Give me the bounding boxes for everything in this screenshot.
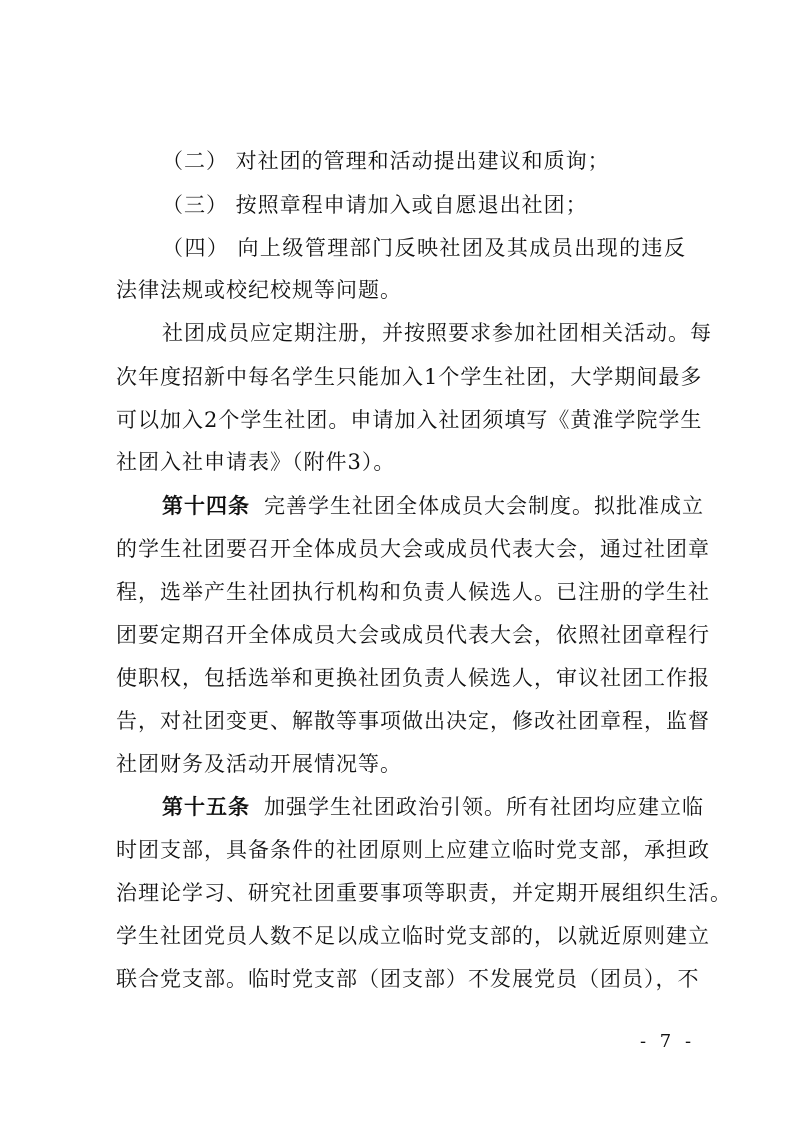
text-line: （二） 对社团的管理和活动提出建议和质询；: [162, 149, 610, 173]
text-line: （三） 按照章程申请加入或自愿退出社团；: [162, 193, 588, 217]
text-line: 次年度招新中每名学生只能加入1个学生社团，大学期间最多: [116, 365, 703, 389]
text-line: 治理论学习、研究社团重要事项等职责，并定期开展组织生活。: [116, 881, 732, 905]
article-15-first-line: [162, 792, 704, 822]
article-14-heading: 第十四条: [162, 494, 250, 518]
text-line: 联合党支部。临时党支部（团支部）不发展党员（团员），不: [116, 967, 700, 991]
text-line: 时团支部，具备条件的社团原则上应建立临时党支部，承担政: [116, 838, 710, 862]
text-line: 加强学生社团政治引领。所有社团均应建立临: [264, 795, 704, 819]
text-line: 社团成员应定期注册，并按照要求参加社团相关活动。每: [162, 321, 712, 345]
text-line: 团要定期召开全体成员大会或成员代表大会，依照社团章程行: [116, 623, 710, 647]
text-line: 完善学生社团全体成员大会制度。拟批准成立: [264, 494, 704, 518]
text-line: 使职权，包括选举和更换社团负责人候选人，审议社团工作报: [116, 666, 710, 690]
article-15-heading: 第十五条: [162, 795, 250, 819]
text-line: 的学生社团要召开全体成员大会或成员代表大会，通过社团章: [116, 537, 710, 561]
text-line: 学生社团党员人数不足以成立临时党支部的，以就近原则建立: [116, 924, 710, 948]
text-line: 社团财务及活动开展情况等。: [116, 752, 402, 776]
page-number: - 7 -: [640, 1031, 696, 1052]
text-line: 可以加入2个学生社团。申请加入社团须填写《黄淮学院学生: [116, 408, 703, 432]
text-line: （四） 向上级管理部门反映社团及其成员出现的违反: [162, 236, 686, 260]
text-line: 社团入社申请表》（附件3）。: [116, 450, 396, 474]
article-14-first-line: [162, 491, 704, 521]
text-line: 告，对社团变更、解散等事项做出决定，修改社团章程，监督: [116, 709, 710, 733]
text-line: 程，选举产生社团执行机构和负责人候选人。已注册的学生社: [116, 580, 710, 604]
text-line: 法律法规或校纪校规等问题。: [116, 278, 402, 302]
